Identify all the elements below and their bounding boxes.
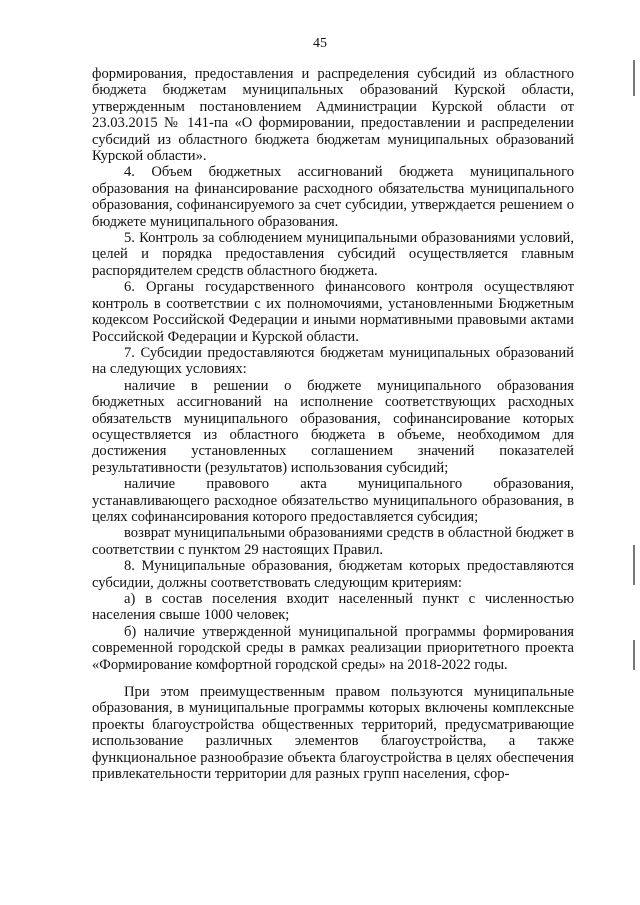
paragraph-condition-budget: наличие в решении о бюджете муниципального образования бюджетных ассигнований на исполнение соответствующих расходных обязательств муниципального образования, софинансирование которых осуществляется из областного бюджета в объеме, необходимом для достижения установленных соглашением значений показателей результативности (результатов) использования субсидий; <box>92 377 574 476</box>
paragraph-condition-refund: возврат муниципальными образованиями средств в областной бюджет в соответствии с пунктом 29 настоящих Правил. <box>92 525 574 558</box>
paragraph-condition-legal-act: наличие правового акта муниципального образования, устанавливающего расходное обязательство муниципального образования, в целях софинансирования которого предоставляется субсидия; <box>92 476 574 525</box>
scan-edge-mark <box>633 545 635 585</box>
paragraph-item-5: 5. Контроль за соблюдением муниципальными образованиями условий, целей и порядка предоставления субсидий осуществляется главным распорядителем средств областного бюджета. <box>92 230 574 279</box>
scan-edge-mark <box>633 60 635 96</box>
scan-edge-mark <box>633 640 635 670</box>
paragraph-criterion-a: а) в состав поселения входит населенный пункт с численностью населения свыше 1000 человек; <box>92 591 574 624</box>
page-number: 45 <box>313 36 327 51</box>
document-body <box>92 66 574 782</box>
paragraph-criterion-b: б) наличие утвержденной муниципальной программы формирования современной городской среды в рамках реализации приоритетного проекта «Формирование комфортной городской среды» на 2018-2022 годы. <box>92 623 574 673</box>
paragraph-item-7: 7. Субсидии предоставляются бюджетам муниципальных образований на следующих условиях: <box>92 344 574 378</box>
paragraph-continuation: формирования, предоставления и распределения субсидий из областного бюджета бюджетам муниципальных образований Курской области, утвержденным постановлением Администрации Курской области от 23.03.2015 № 141-па «О формировании, предоставлении и распределении субсидий из областного бюджета бюджетам муниципальных образований Курской области». <box>92 66 574 165</box>
paragraph-item-8: 8. Муниципальные образования, бюджетам которых предоставляются субсидии, должны соответствовать следующим критериям: <box>92 558 574 591</box>
paragraph-item-4: 4. Объем бюджетных ассигнований бюджета муниципального образования на финансирование расходного обязательства муниципального образования, софинансируемого за счет субсидии, утверждается решением о бюджете муниципального образования. <box>92 164 574 230</box>
paragraph-item-6: 6. Органы государственного финансового контроля осуществляют контроль в соответствии с их полномочиями, установленными Бюджетным кодексом Российской Федерации и иными нормативными правовыми актами Российской Федерации и Курской области. <box>92 279 574 345</box>
paragraph-priority: При этом преимущественным правом пользуются муниципальные образования, в муниципальные программы которых включены комплексные проекты благоустройства общественных территорий, предусматривающие использование различных элементов благоустройства, а также функциональное разнообразие объекта благоустройства в целях обеспечения привлекательности территории для разных групп населения, сфор- <box>92 684 574 783</box>
